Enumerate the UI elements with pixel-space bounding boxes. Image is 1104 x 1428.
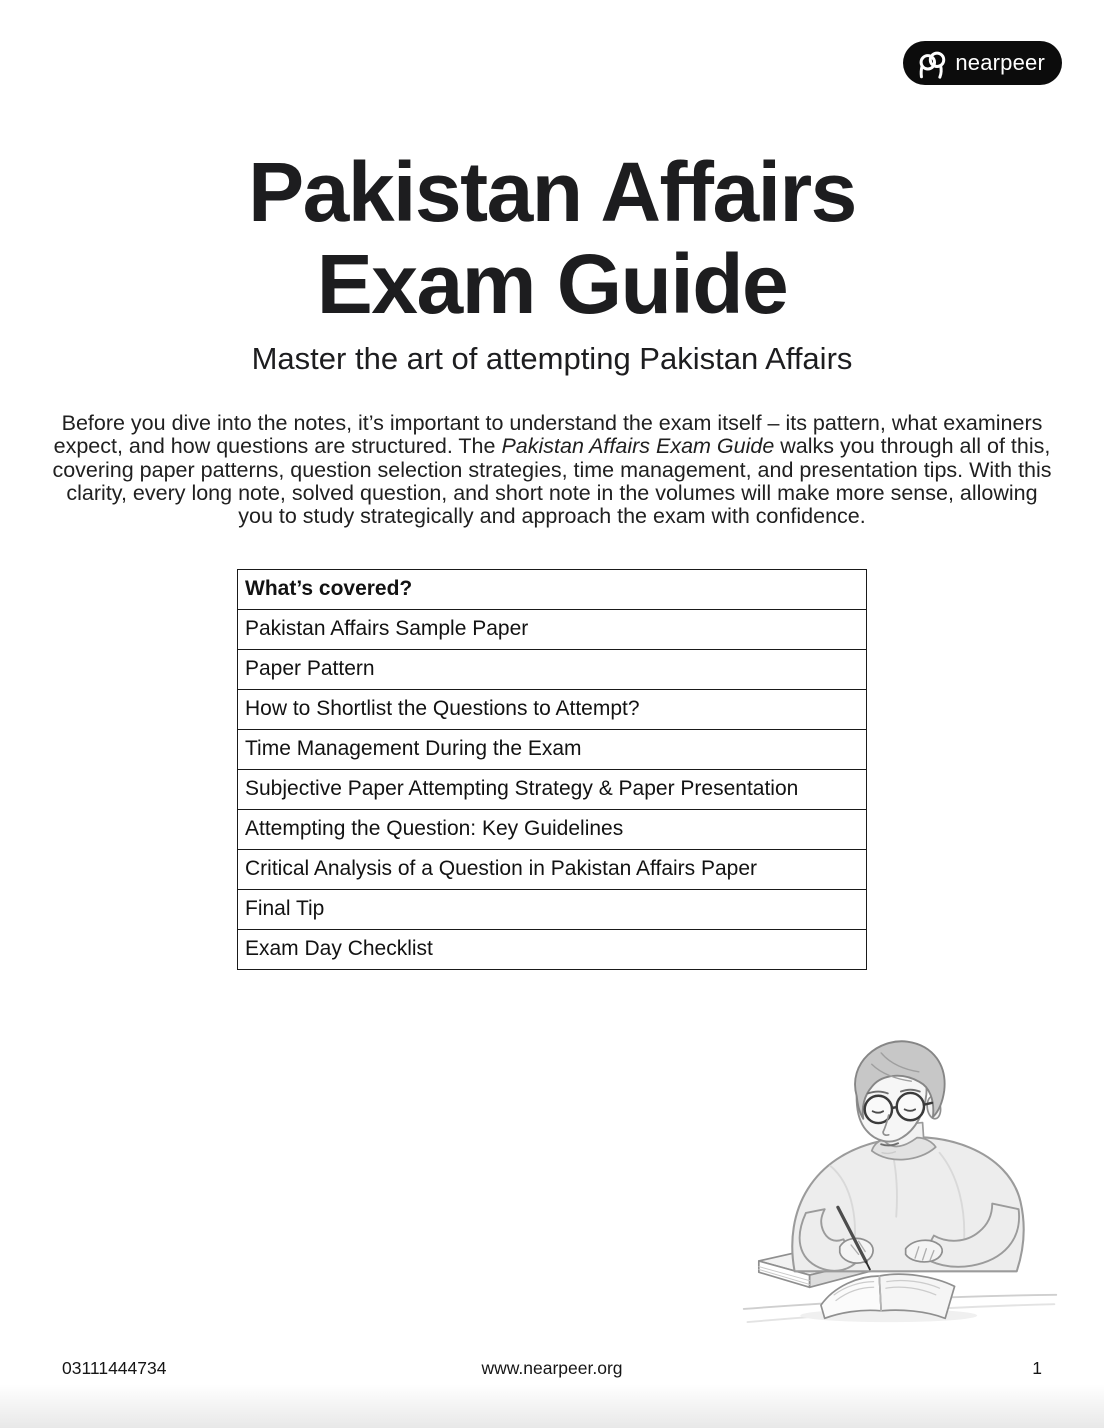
page-title-line2: Exam Guide xyxy=(316,237,788,332)
table-header-cell: What’s covered? xyxy=(238,569,867,609)
table-row xyxy=(238,889,867,929)
page-subtitle: Master the art of attempting Pakistan Affairs xyxy=(251,340,853,376)
table-cell: Time Management During the Exam xyxy=(238,729,867,769)
table-row xyxy=(238,689,867,729)
nearpeer-monogram-icon xyxy=(914,46,948,80)
table-row xyxy=(238,649,867,689)
table-cell: Exam Day Checklist xyxy=(238,929,867,969)
nearpeer-brand-label: nearpeer xyxy=(955,50,1045,75)
table-cell: Attempting the Question: Key Guidelines xyxy=(238,809,867,849)
table-cell: How to Shortlist the Questions to Attempt? xyxy=(238,689,867,729)
student-illustration xyxy=(740,1022,1060,1338)
page-title-line1: Pakistan Affairs xyxy=(248,145,856,239)
intro-text-after: walks you through all of this, covering paper patterns, question selection strategies, time management, and presentation tips. With this clarity, every long note, solved question, and short note in the volumes will make more sense, allowing you to study strategically and approach the exam with confidence. xyxy=(52,434,1052,529)
table-cell: Pakistan Affairs Sample Paper xyxy=(238,609,867,649)
table-header-row xyxy=(238,569,867,609)
table-row xyxy=(238,609,867,649)
footer-page-number: 1 xyxy=(1032,1358,1042,1378)
intro-paragraph xyxy=(49,412,1055,529)
table-cell: Subjective Paper Attempting Strategy & Paper Presentation xyxy=(238,769,867,809)
bottom-gradient xyxy=(0,1384,1104,1428)
intro-text-before: Before you dive into the notes, it’s important to understand the exam itself – its pattern, what examiners expect, and how questions are structured. The xyxy=(53,410,1043,459)
page-footer xyxy=(0,1358,1104,1384)
intro-italic-phrase: Pakistan Affairs Exam Guide xyxy=(501,434,775,459)
table-row xyxy=(238,849,867,889)
table-cell: Paper Pattern xyxy=(238,649,867,689)
footer-phone: 03111444734 xyxy=(62,1358,167,1378)
whats-covered-table xyxy=(237,569,867,970)
table-cell: Final Tip xyxy=(238,889,867,929)
table-row xyxy=(238,769,867,809)
table-cell: Critical Analysis of a Question in Pakistan Affairs Paper xyxy=(238,849,867,889)
nearpeer-logo xyxy=(903,41,1062,85)
table-row xyxy=(238,929,867,969)
table-row xyxy=(238,809,867,849)
table-row xyxy=(238,729,867,769)
footer-website: www.nearpeer.org xyxy=(481,1358,623,1378)
